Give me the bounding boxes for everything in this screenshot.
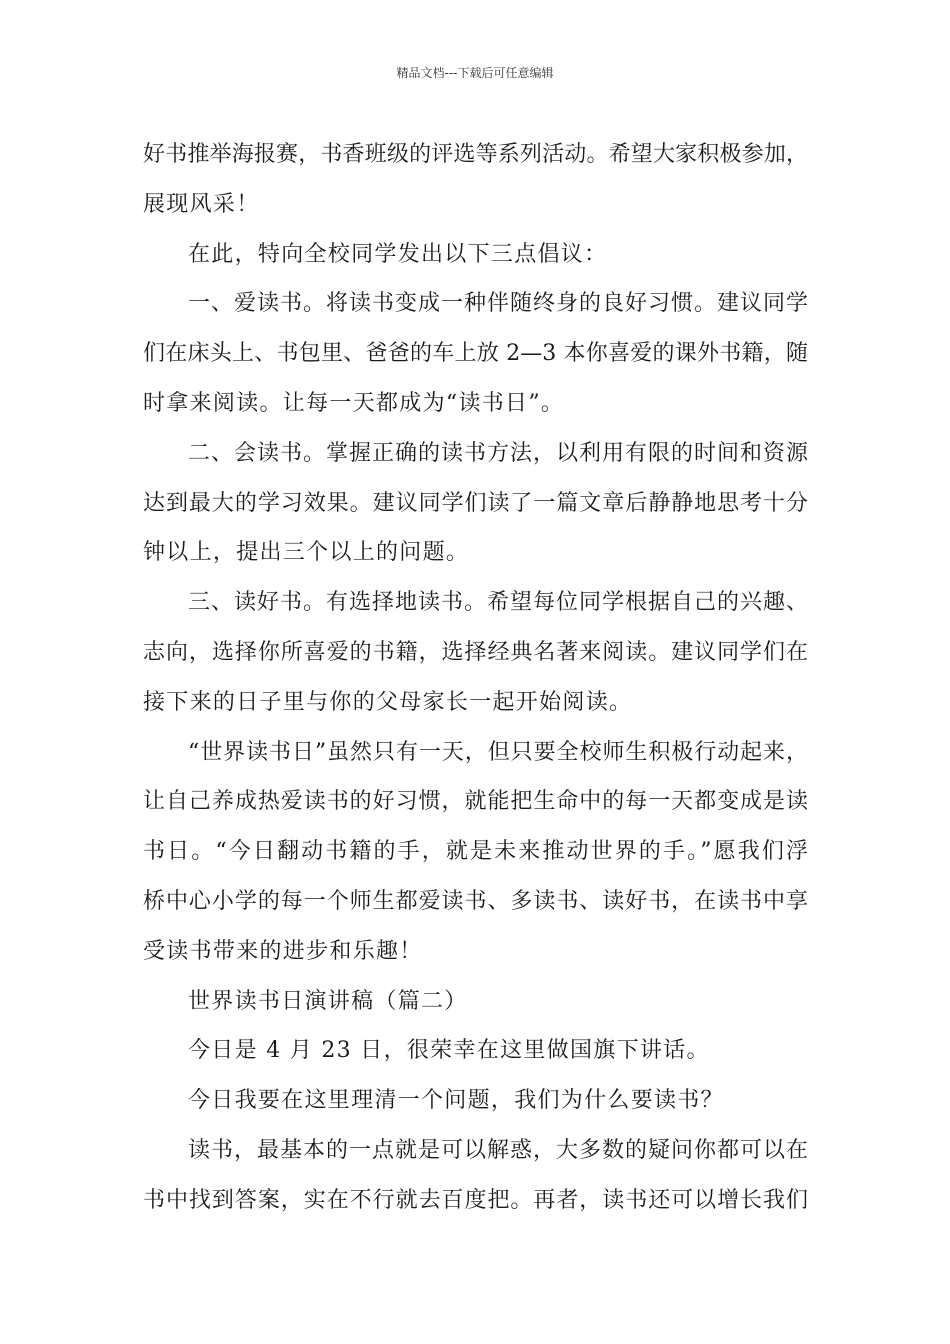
page-header: 精品文档---下载后可任意编辑 xyxy=(396,66,554,80)
text-line: 一、爱读书。将读书变成一种伴随终身的良好习惯。建议同学 xyxy=(188,291,808,317)
text-line: 展现风采！ xyxy=(143,191,260,217)
section-title: 世界读书日演讲稿（篇二） xyxy=(188,988,468,1014)
text-line: 志向，选择你所喜爱的书籍，选择经典名著来阅读。建议同学们在 xyxy=(143,639,808,665)
text-line: 桥中心小学的每一个师生都爱读书、多读书、读好书，在读书中享 xyxy=(143,888,808,914)
text-line: 书中找到答案，实在不行就去百度把。再者，读书还可以增长我们 xyxy=(143,1187,808,1213)
text-line: 书日。“今日翻动书籍的手，就是未来推动世界的手。”愿我们浮 xyxy=(143,839,808,865)
text-line: 读书，最基本的一点就是可以解惑，大多数的疑问你都可以在 xyxy=(188,1137,808,1163)
text-line: 今日我要在这里理清一个问题，我们为什么要读书？ xyxy=(188,1088,724,1114)
text-line: 今日是 4 月 23 日，很荣幸在这里做国旗下讲话。 xyxy=(188,1038,710,1064)
text-line: 好书推举海报赛，书香班级的评选等系列活动。希望大家积极参加， xyxy=(143,142,808,167)
text-line: 钟以上，提出三个以上的问题。 xyxy=(143,540,470,566)
text-line: 让自己养成热爱读书的好习惯，就能把生命中的每一天都变成是读 xyxy=(143,789,808,815)
text-line: 们在床头上、书包里、爸爸的车上放 2—3 本你喜爱的课外书籍，随 xyxy=(143,341,808,367)
text-line: 三、读好书。有选择地读书。希望每位同学根据自己的兴趣、 xyxy=(188,590,808,616)
text-line: 时拿来阅读。让每一天都成为“读书日”。 xyxy=(143,390,565,416)
text-line: 达到最大的学习效果。建议同学们读了一篇文章后静静地思考十分 xyxy=(143,490,808,516)
text-line: 在此，特向全校同学发出以下三点倡议： xyxy=(188,241,608,267)
text-line: “世界读书日”虽然只有一天，但只要全校师生积极行动起来， xyxy=(188,739,808,765)
body-text xyxy=(143,130,808,1226)
text-line: 受读书带来的进步和乐趣！ xyxy=(143,938,423,964)
text-line: 二、会读书。掌握正确的读书方法，以利用有限的时间和资源 xyxy=(188,440,808,466)
text-line: 接下来的日子里与你的父母家长一起开始阅读。 xyxy=(143,689,633,715)
